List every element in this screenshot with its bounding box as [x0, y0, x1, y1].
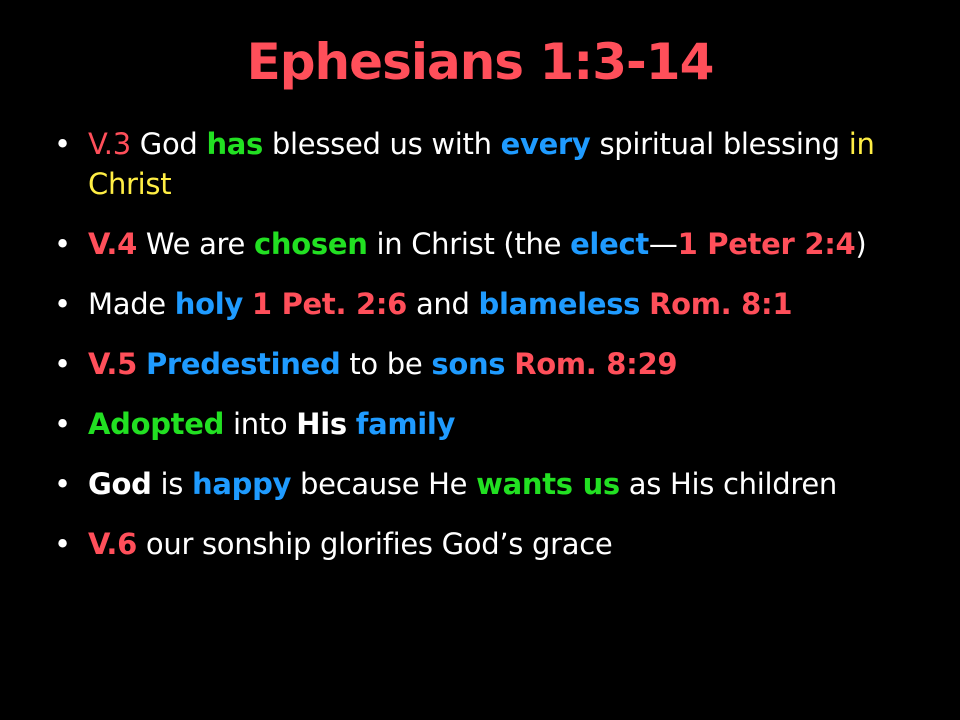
slide-title: Ephesians 1:3-14	[246, 33, 714, 91]
emphasis: happy	[192, 467, 292, 501]
verse-ref: V.6	[88, 527, 138, 561]
text: in Christ (the	[367, 227, 571, 261]
bullet-dot-icon: •	[54, 407, 71, 441]
scripture-ref: 1 Peter 2:4	[677, 227, 856, 261]
text: Made	[88, 287, 175, 321]
bullet-list	[50, 124, 930, 584]
bullet-dot-icon: •	[54, 527, 71, 561]
text	[505, 347, 514, 381]
emphasis: wants us	[476, 467, 620, 501]
bullet-item	[50, 404, 930, 444]
text	[243, 287, 252, 321]
emphasis: God	[88, 467, 152, 501]
emphasis: His	[296, 407, 347, 441]
emphasis: elect	[570, 227, 649, 261]
text	[640, 287, 649, 321]
emphasis: family	[355, 407, 456, 441]
scripture-ref: Rom. 8:29	[514, 347, 678, 381]
bullet-item	[50, 524, 930, 564]
text: into	[224, 407, 297, 441]
verse-ref: V.5	[88, 347, 138, 381]
emphasis: has	[206, 127, 264, 161]
bullet-item	[50, 344, 930, 384]
text: God	[130, 127, 207, 161]
text: to be	[340, 347, 432, 381]
bullet-item	[50, 224, 930, 264]
bullet-dot-icon: •	[54, 127, 71, 161]
emphasis: sons	[431, 347, 506, 381]
bullet-dot-icon: •	[54, 467, 71, 501]
emphasis: in Christ	[88, 127, 875, 201]
bullet-item	[50, 464, 930, 504]
text: because He	[291, 467, 477, 501]
emphasis: chosen	[254, 227, 368, 261]
text: and	[407, 287, 479, 321]
bullet-dot-icon: •	[54, 347, 71, 381]
emphasis: blameless	[478, 287, 641, 321]
text: spiritual blessing	[590, 127, 849, 161]
scripture-ref: 1 Pet. 2:6	[251, 287, 408, 321]
emphasis: Predestined	[145, 347, 341, 381]
verse-ref: V.3	[88, 127, 131, 161]
bullet-item	[50, 124, 930, 204]
scripture-ref: Rom. 8:1	[649, 287, 793, 321]
text: We are	[137, 227, 254, 261]
text	[347, 407, 356, 441]
verse-ref: V.4	[88, 227, 138, 261]
text: is	[151, 467, 192, 501]
text: our sonship glorifies God’s grace	[137, 527, 613, 561]
text: )	[855, 227, 867, 261]
bullet-item	[50, 284, 930, 324]
text	[137, 347, 146, 381]
emphasis: holy	[174, 287, 243, 321]
text: blessed us with	[263, 127, 501, 161]
text: as His children	[619, 467, 837, 501]
emphasis: every	[500, 127, 591, 161]
emphasis: Adopted	[88, 407, 225, 441]
text: —	[648, 227, 678, 261]
bullet-dot-icon: •	[54, 287, 71, 321]
bullet-dot-icon: •	[54, 227, 71, 261]
